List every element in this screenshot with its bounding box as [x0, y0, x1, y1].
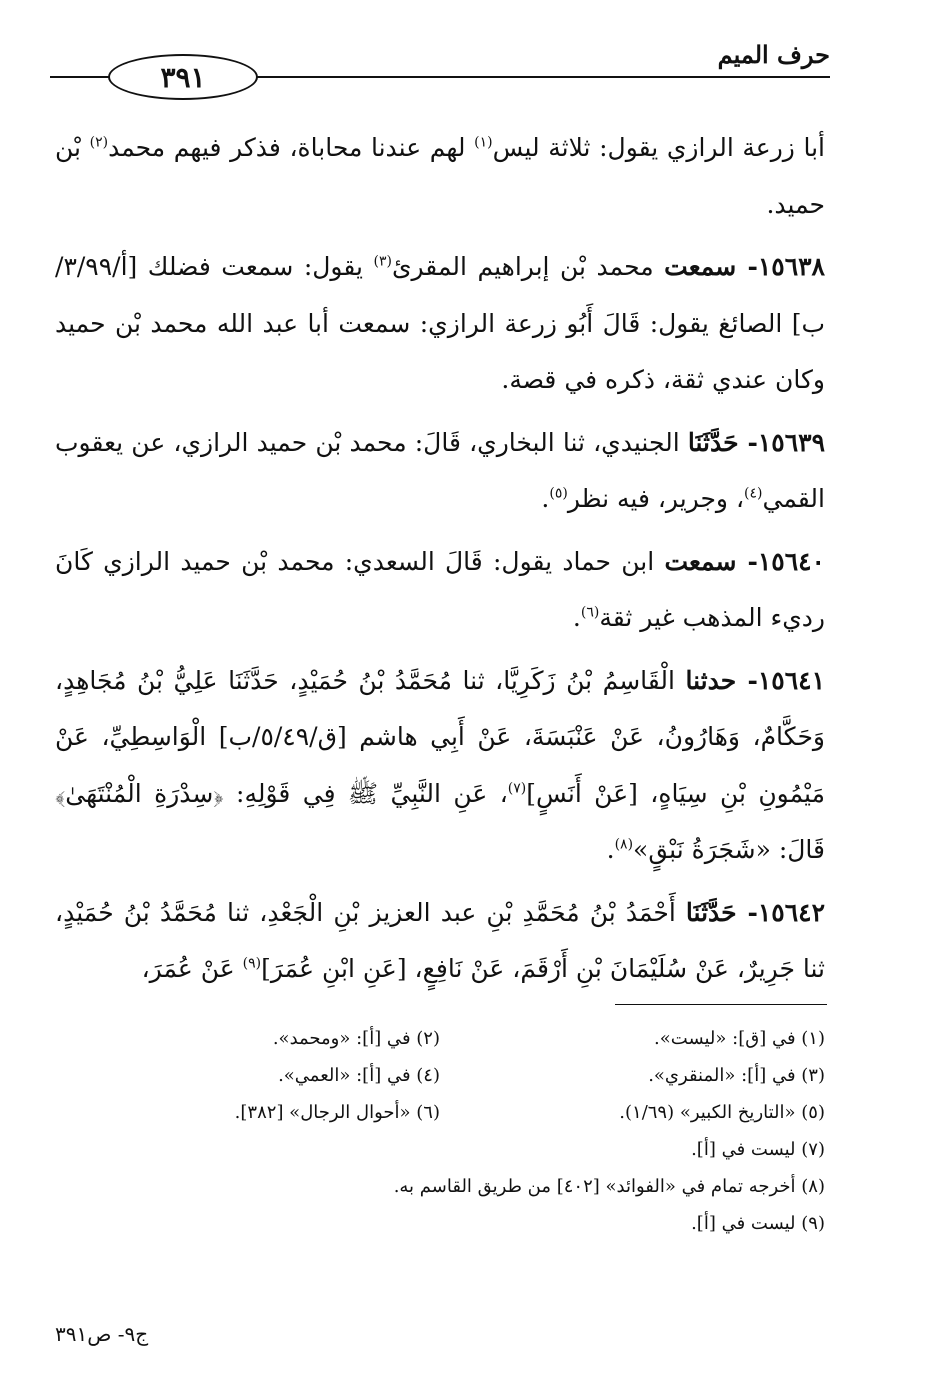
footnote-marker: (٦)	[580, 604, 600, 621]
footnote-marker: (٨)	[614, 836, 634, 853]
footnote-1: (١) في [ق]: «ليست».	[654, 1028, 825, 1049]
footnote-row	[55, 1094, 825, 1131]
footnote-8: (٨) أخرجه تمام في «الفوائد» [٤٠٢] من طريق القاسم به.	[393, 1176, 825, 1197]
entry-number: ١٥٦٤١-	[736, 665, 825, 695]
footnote-marker: (٤)	[744, 485, 763, 502]
text-segment: .	[606, 835, 615, 864]
footnote-2: (٢) في [أ]: «ومحمد».	[272, 1028, 440, 1049]
page-number-oval	[108, 54, 258, 100]
entry-15640	[55, 534, 825, 647]
entry-15638	[55, 239, 825, 409]
footnote-7: (٧) ليست في [أ].	[691, 1139, 825, 1160]
footnote-5: (٥) «التاريخ الكبير» (١/٦٩).	[619, 1102, 825, 1123]
running-title: حرف الميم	[717, 40, 830, 69]
footnotes	[55, 1020, 825, 1242]
entry-number: ١٥٦٤٢-	[736, 897, 825, 927]
text-segment: أَحْمَدُ بْنُ مُحَمَّدِ بْنِ عبد العزيز بْنِ الْجَعْدِ، ثنا مُحَمَّدُ بْنُ حُمَيْدٍ، ثنا جَرِيرٌ، عَنْ سُلَيْمَانَ بْنِ أَرْقَمَ، عَنْ نَافِعٍ، [عَنِ ابْنِ عُمَرَ]	[55, 897, 825, 983]
footnote-row	[55, 1205, 825, 1242]
text-segment: .	[541, 484, 550, 513]
entry-lead-word: سمعت	[664, 546, 737, 576]
volume-page-reference: ج٩- ص٣٩١	[55, 1322, 149, 1346]
entry-lead-word: حدثنا	[685, 665, 737, 695]
footnote-marker: (١)	[474, 134, 493, 151]
text-segment: ، عَنِ النَّبِيِّ ﷺ فِي قَوْلِهِ: ﴿سِدْرَةِ الْمُنْتَهَىٰ﴾ قَالَ: «شَجَرَةُ نَبْقٍ»	[55, 778, 825, 864]
entry-lead-word: حَدَّثَنَا	[685, 897, 737, 927]
text-segment: لهم عندنا محاباة، فذكر فيهم محمد	[108, 133, 475, 162]
text-segment: يقول: سمعت فضلك [أ/٣/٩٩/ب] الصائغ يقول: قَالَ أَبُو زرعة الرازي: سمعت أبا عبد الله محمد بْن حميد وكان عندي ثقة، ذكره في قصة.	[55, 252, 825, 394]
text-segment: ابن حماد يقول: قَالَ السعدي: محمد بْن حميد الرازي كَانَ رديء المذهب غير ثقة	[55, 546, 825, 632]
footnote-marker: (٩)	[242, 955, 262, 972]
footnote-rule	[615, 1004, 827, 1005]
entry-number: ١٥٦٣٩-	[738, 427, 825, 457]
footnote-row	[55, 1131, 825, 1168]
footnote-marker: (٥)	[549, 485, 568, 502]
page-number: ٣٩١	[160, 60, 206, 94]
entry-lead-word: حَدَّثَنَا	[687, 427, 739, 457]
text-segment: عَنْ عُمَرَ،	[141, 954, 243, 983]
entry-number: ١٥٦٣٨-	[736, 252, 825, 281]
continuation-paragraph	[55, 120, 825, 233]
text-segment: ، وجرير، فيه نظر	[567, 484, 745, 513]
footnote-marker: (٢)	[89, 134, 109, 151]
text-segment: .	[572, 603, 581, 632]
entry-lead-word: سمعت	[664, 252, 737, 281]
text-segment: الجنيدي، ثنا البخاري، قَالَ: محمد بْن حميد الرازي، عن يعقوب القمي	[55, 427, 825, 513]
footnote-4: (٤) في [أ]: «العمي».	[278, 1065, 440, 1086]
footnote-marker: (٣)	[373, 253, 392, 270]
entry-15641	[55, 653, 825, 879]
footnote-3: (٣) في [أ]: «المنقري».	[648, 1065, 825, 1086]
body-text	[55, 120, 825, 1004]
text-segment: محمد بْن إبراهيم المقرئ	[391, 252, 665, 281]
footnote-marker: (٧)	[507, 780, 527, 797]
entry-15642	[55, 885, 825, 998]
footnote-row	[55, 1020, 825, 1057]
text-segment: الْقَاسِمُ بْنُ زَكَرِيَّا، ثنا مُحَمَّدُ بْنُ حُمَيْدٍ، حَدَّثَنَا عَلِيُّ بْنُ مُجَاهِدٍ، وَحَكَّامٌ، وَهَارُونُ، عَنْ عَنْبَسَةَ، عَنْ أَبِي هاشم [ق/٥/٤٩/ب] الْوَاسِطِيِّ، عَنْ مَيْمُونِ بْنِ سِيَاهٍ، [عَنْ أَنَسٍ]	[55, 665, 825, 808]
entry-15639	[55, 415, 825, 528]
footnote-6: (٦) «أحوال الرجال» [٣٨٢].	[234, 1102, 440, 1123]
entry-number: ١٥٦٤٠-	[736, 546, 825, 576]
page-header	[50, 38, 830, 108]
text-segment: بْن حميد.	[55, 133, 825, 219]
footnote-row	[55, 1168, 825, 1205]
text-segment: أبا زرعة الرازي يقول: ثلاثة ليس	[492, 133, 825, 162]
footnote-row	[55, 1057, 825, 1094]
footnote-9: (٩) ليست في [أ].	[691, 1213, 825, 1234]
